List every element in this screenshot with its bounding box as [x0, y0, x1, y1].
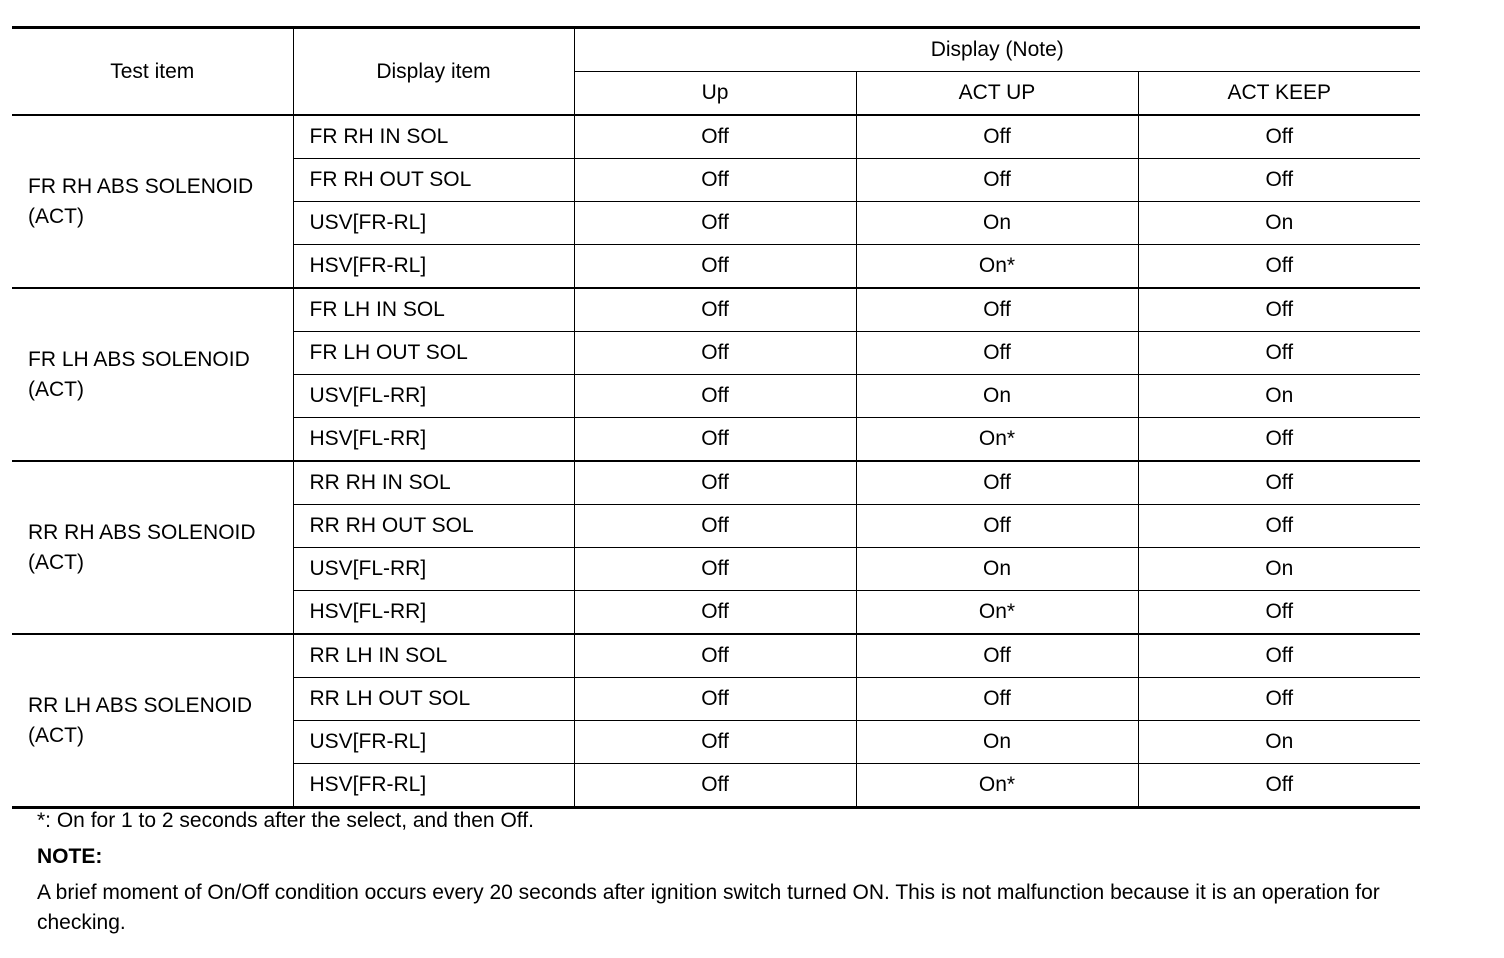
act-keep-value-cell: On — [1138, 202, 1420, 245]
test-item-cell — [12, 288, 293, 461]
display-item-cell: HSV[FL-RR] — [293, 418, 574, 462]
display-item-cell: HSV[FL-RR] — [293, 591, 574, 635]
act-up-value-cell: Off — [856, 159, 1138, 202]
act-up-value-cell: Off — [856, 634, 1138, 678]
up-value-cell: Off — [574, 418, 856, 462]
act-up-value-cell: On* — [856, 764, 1138, 808]
act-up-value-cell: Off — [856, 505, 1138, 548]
act-keep-value-cell: Off — [1138, 505, 1420, 548]
act-up-value-cell: On — [856, 375, 1138, 418]
display-item-cell: USV[FL-RR] — [293, 548, 574, 591]
test-item-mode: (ACT) — [28, 204, 84, 228]
up-value-cell: Off — [574, 288, 856, 332]
act-up-value-cell: On — [856, 721, 1138, 764]
table-row — [12, 288, 1420, 332]
act-up-value-cell: Off — [856, 461, 1138, 505]
test-item-name: FR LH ABS SOLENOID — [28, 347, 250, 371]
test-item-cell — [12, 461, 293, 634]
note-body: A brief moment of On/Off condition occurs every 20 seconds after ignition switch turned ON. This is not malfunction because it is an operation for checking. — [37, 881, 1380, 934]
act-up-value-cell: On — [856, 548, 1138, 591]
up-value-cell: Off — [574, 115, 856, 159]
header-up: Up — [574, 72, 856, 116]
act-keep-value-cell: Off — [1138, 245, 1420, 289]
up-value-cell: Off — [574, 202, 856, 245]
display-item-cell: RR LH OUT SOL — [293, 678, 574, 721]
act-up-value-cell: On* — [856, 591, 1138, 635]
display-item-cell: FR RH IN SOL — [293, 115, 574, 159]
act-up-value-cell: Off — [856, 678, 1138, 721]
act-up-value-cell: On* — [856, 418, 1138, 462]
test-item-cell — [12, 634, 293, 808]
act-keep-value-cell: Off — [1138, 288, 1420, 332]
up-value-cell: Off — [574, 678, 856, 721]
act-keep-value-cell: Off — [1138, 591, 1420, 635]
display-item-cell: HSV[FR-RL] — [293, 245, 574, 289]
test-item-name: RR RH ABS SOLENOID — [28, 520, 256, 544]
act-up-value-cell: On — [856, 202, 1138, 245]
display-item-cell: RR RH IN SOL — [293, 461, 574, 505]
up-value-cell: Off — [574, 764, 856, 808]
act-keep-value-cell: Off — [1138, 764, 1420, 808]
up-value-cell: Off — [574, 332, 856, 375]
test-item-name: RR LH ABS SOLENOID — [28, 693, 253, 717]
display-item-cell: USV[FR-RL] — [293, 721, 574, 764]
header-act-up: ACT UP — [856, 72, 1138, 116]
up-value-cell: Off — [574, 375, 856, 418]
act-keep-value-cell: Off — [1138, 678, 1420, 721]
test-item-cell — [12, 115, 293, 288]
header-display-item: Display item — [293, 28, 574, 116]
act-keep-value-cell: Off — [1138, 634, 1420, 678]
act-up-value-cell: Off — [856, 288, 1138, 332]
up-value-cell: Off — [574, 591, 856, 635]
table-row — [12, 634, 1420, 678]
up-value-cell: Off — [574, 721, 856, 764]
up-value-cell: Off — [574, 548, 856, 591]
display-item-cell: HSV[FR-RL] — [293, 764, 574, 808]
act-keep-value-cell: Off — [1138, 461, 1420, 505]
header-test-item: Test item — [12, 28, 293, 116]
up-value-cell: Off — [574, 245, 856, 289]
up-value-cell: Off — [574, 461, 856, 505]
act-up-value-cell: Off — [856, 332, 1138, 375]
note-title: NOTE: — [37, 845, 103, 868]
test-item-name: FR RH ABS SOLENOID — [28, 174, 254, 198]
display-item-cell: FR LH OUT SOL — [293, 332, 574, 375]
act-keep-value-cell: Off — [1138, 159, 1420, 202]
header-act-keep: ACT KEEP — [1138, 72, 1420, 116]
solenoid-test-table — [12, 26, 1420, 809]
up-value-cell: Off — [574, 505, 856, 548]
table-row — [12, 461, 1420, 505]
display-item-cell: FR RH OUT SOL — [293, 159, 574, 202]
notes-section — [37, 806, 1427, 938]
header-display-note: Display (Note) — [574, 28, 1420, 72]
table-row — [12, 115, 1420, 159]
footnote: *: On for 1 to 2 seconds after the select, and then Off. — [37, 809, 534, 832]
act-keep-value-cell: Off — [1138, 332, 1420, 375]
act-up-value-cell: Off — [856, 115, 1138, 159]
test-item-mode: (ACT) — [28, 377, 84, 401]
test-item-mode: (ACT) — [28, 723, 84, 747]
display-item-cell: USV[FL-RR] — [293, 375, 574, 418]
table-body — [12, 115, 1420, 808]
act-keep-value-cell: Off — [1138, 115, 1420, 159]
act-up-value-cell: On* — [856, 245, 1138, 289]
act-keep-value-cell: On — [1138, 375, 1420, 418]
act-keep-value-cell: On — [1138, 721, 1420, 764]
up-value-cell: Off — [574, 159, 856, 202]
act-keep-value-cell: On — [1138, 548, 1420, 591]
display-item-cell: FR LH IN SOL — [293, 288, 574, 332]
up-value-cell: Off — [574, 634, 856, 678]
act-keep-value-cell: Off — [1138, 418, 1420, 462]
display-item-cell: RR RH OUT SOL — [293, 505, 574, 548]
test-item-mode: (ACT) — [28, 550, 84, 574]
display-item-cell: RR LH IN SOL — [293, 634, 574, 678]
display-item-cell: USV[FR-RL] — [293, 202, 574, 245]
